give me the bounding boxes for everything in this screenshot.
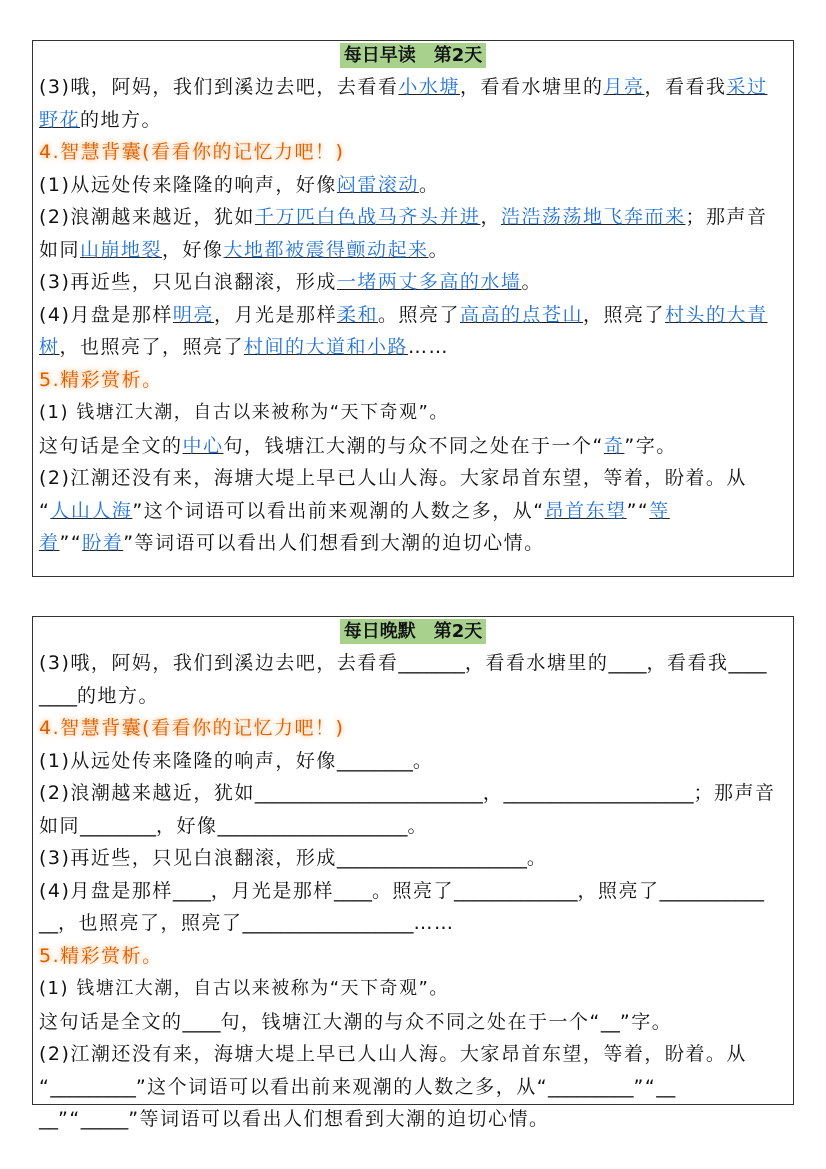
answer-blank[interactable]: ____________________ <box>336 847 527 869</box>
text: 句，钱塘江大潮的与众不同之处在于一个“ <box>223 434 604 457</box>
answer-blank[interactable]: __ <box>600 1010 620 1033</box>
text-line <box>39 136 787 169</box>
answer-text: 千万匹白色战马齐头并进 <box>254 206 481 228</box>
answer-text: 树 <box>39 336 60 358</box>
answer-blank[interactable]: ________ <box>80 814 157 837</box>
answer-text: 村头的大青 <box>665 303 768 326</box>
text-line <box>39 777 787 810</box>
answer-text: 闷雷滚动 <box>336 173 419 196</box>
text: 这句话是全文的 <box>39 434 183 457</box>
text-line <box>39 299 787 332</box>
text-line <box>39 1103 787 1136</box>
answer-blank[interactable]: _______ <box>398 652 465 674</box>
answer-blank[interactable]: _____________ <box>453 879 578 902</box>
text: ，照亮了 <box>583 303 666 326</box>
text: (3)再近些，只见白浪翻滚，形成 <box>39 271 337 293</box>
section-heading: 4.智慧背囊(看看你的记忆力吧！) <box>39 717 345 739</box>
text: ，月光是那样 <box>213 303 337 326</box>
text-line <box>39 234 787 267</box>
text-line <box>39 71 787 104</box>
answer-blank[interactable]: _____ <box>80 1108 129 1130</box>
text: “ <box>39 499 51 522</box>
text-line <box>39 712 787 745</box>
section-heading: 4.智慧背囊(看看你的记忆力吧！) <box>39 141 345 163</box>
text: 。 <box>526 847 548 869</box>
text: ，也照亮了，照亮了 <box>58 912 243 934</box>
text: ，好像 <box>156 814 218 837</box>
text: ，看看我 <box>644 76 727 98</box>
text: …… <box>408 336 450 358</box>
answer-blank[interactable]: ____ <box>728 652 767 674</box>
answer-text: 高高的点苍山 <box>459 303 583 326</box>
text-line <box>39 940 787 973</box>
answer-text: 奇 <box>603 434 625 457</box>
answer-text: 大地都被震得颤动起来 <box>223 238 429 261</box>
text: 。 <box>412 749 434 772</box>
text: ，看看水塘里的 <box>459 76 604 98</box>
text: ”等词语可以看出人们想看到大潮的迫切心情。 <box>128 1108 550 1130</box>
text: ，看看我 <box>646 652 729 674</box>
answer-blank[interactable]: ____ <box>182 1010 221 1033</box>
text: ；那声音 <box>693 782 776 804</box>
text-line <box>39 745 787 778</box>
text: (3)再近些，只见白浪翻滚，形成 <box>39 847 337 869</box>
answer-text: 浩浩荡荡地飞奔而来 <box>500 206 686 228</box>
text: (4)月盘是那样 <box>39 303 173 326</box>
text-line <box>39 1006 787 1039</box>
text: ”“ <box>59 532 83 554</box>
section-heading: 5.精彩赏析。 <box>39 944 163 967</box>
text-line <box>39 266 787 299</box>
text: 的地方。 <box>80 108 163 131</box>
answer-blank[interactable]: ________ <box>336 749 413 772</box>
text: ”字。 <box>619 1010 673 1033</box>
text: ”“ <box>633 1075 657 1098</box>
text-line <box>39 527 787 560</box>
text: (4)月盘是那样 <box>39 879 173 902</box>
text-line <box>39 1038 787 1071</box>
text: (2)江潮还没有来，海塘大堤上早已人山人海。大家昂首东望，等着，盼着。从 <box>39 1043 747 1065</box>
answer-text: 等 <box>649 499 670 522</box>
text: (1) 钱塘江大潮，自古以来被称为“天下奇观”。 <box>39 402 449 423</box>
text: (2)浪潮越来越近，犹如 <box>39 206 255 228</box>
text: (3)哦，阿妈，我们到溪边去吧，去看看 <box>39 76 399 98</box>
text-line <box>39 331 787 364</box>
text: ， <box>480 206 501 228</box>
evening-dictation-section <box>32 616 794 1130</box>
answer-blank[interactable]: __ <box>656 1075 676 1098</box>
text: 的地方。 <box>77 684 160 707</box>
section-title: 每日晚默 第2天 <box>340 619 487 644</box>
text-line <box>39 104 787 137</box>
text: (3)哦，阿妈，我们到溪边去吧，去看看 <box>39 652 399 674</box>
answer-blank[interactable]: ____________________ <box>503 782 694 804</box>
text: ”这个词语可以看出前来观潮的人数之多，从“ <box>132 499 545 522</box>
answer-text: 野花 <box>39 108 81 131</box>
text: ”“ <box>626 499 650 522</box>
text: ， <box>482 782 504 804</box>
answer-text: 人山人海 <box>50 499 133 522</box>
text: (1) 钱塘江大潮，自古以来被称为“天下奇观”。 <box>39 978 449 999</box>
text: (2)浪潮越来越近，犹如 <box>39 782 255 804</box>
answer-blank[interactable]: ____ <box>333 879 372 902</box>
answer-text: 一堵两丈多高的水墙 <box>336 271 522 293</box>
text: (1)从远处传来隆隆的响声，好像 <box>39 749 337 772</box>
text: ”这个词语可以看出前来观潮的人数之多，从“ <box>135 1075 549 1098</box>
text-line <box>39 169 787 202</box>
text-line <box>39 810 787 843</box>
section-title: 每日早读 第2天 <box>340 43 487 68</box>
text: ，月光是那样 <box>210 879 334 902</box>
text: (2)江潮还没有来，海塘大堤上早已人山人海。大家昂首东望，等着，盼着。从 <box>39 467 747 489</box>
text-line <box>39 842 787 875</box>
text-line <box>39 1071 787 1104</box>
section-heading: 5.精彩赏析。 <box>39 368 163 391</box>
text: (1)从远处传来隆隆的响声，好像 <box>39 173 337 196</box>
text-line <box>39 462 787 495</box>
text-line <box>39 201 787 234</box>
text: “ <box>39 1075 51 1098</box>
text-line <box>39 430 787 463</box>
text-line <box>39 875 787 908</box>
answer-blank[interactable]: ___________ <box>659 879 764 902</box>
answer-text: 盼着 <box>82 532 124 554</box>
answer-blank[interactable]: ________________________ <box>254 782 483 804</box>
answer-text: 月亮 <box>603 76 645 98</box>
text: 。照亮了 <box>377 303 460 326</box>
text-line <box>39 907 787 940</box>
answer-blank[interactable]: ____ <box>39 684 77 707</box>
answer-text: 柔和 <box>336 303 378 326</box>
answer-blank[interactable]: __ <box>39 1108 58 1130</box>
text: 。 <box>521 271 542 293</box>
text: 。 <box>428 238 450 261</box>
answer-blank[interactable]: __________________ <box>242 912 414 934</box>
text: 如同 <box>39 814 81 837</box>
answer-blank[interactable]: _________ <box>548 1075 634 1098</box>
text-line <box>39 364 787 397</box>
text: ”等词语可以看出人们想看到大潮的迫切心情。 <box>123 532 545 554</box>
answer-blank[interactable]: _________ <box>50 1075 136 1098</box>
text: ，好像 <box>162 238 224 261</box>
text-line <box>39 972 787 1006</box>
answer-text: 中心 <box>182 434 224 457</box>
answer-blank[interactable]: __ <box>39 912 58 934</box>
answer-text: 明亮 <box>172 303 214 326</box>
text: 。照亮了 <box>371 879 454 902</box>
text: ；那声音 <box>685 206 768 228</box>
text: …… <box>413 912 455 934</box>
text: 句，钱塘江大潮的与众不同之处在于一个“ <box>220 1010 601 1033</box>
text-line <box>39 647 787 680</box>
answer-text: 小水塘 <box>398 76 460 98</box>
text: ，看看水塘里的 <box>464 652 609 674</box>
answer-blank[interactable]: ____ <box>172 879 211 902</box>
answer-text: 昂首东望 <box>544 499 627 522</box>
text: ，也照亮了，照亮了 <box>59 336 245 358</box>
morning-reading-section <box>32 40 794 577</box>
text: 。 <box>407 814 429 837</box>
text: 。 <box>418 173 440 196</box>
text: 如同 <box>39 238 81 261</box>
answer-text: 村间的大道和小路 <box>244 336 409 358</box>
text: 这句话是全文的 <box>39 1010 183 1033</box>
answer-blank[interactable]: ____________________ <box>217 814 408 837</box>
answer-text: 采过 <box>726 76 768 98</box>
text-line <box>39 396 787 430</box>
text: ”字。 <box>624 434 677 457</box>
text-line <box>39 495 787 528</box>
text: ，照亮了 <box>577 879 660 902</box>
answer-blank[interactable]: ____ <box>608 652 647 674</box>
text-line <box>39 680 787 713</box>
text: ”“ <box>58 1108 81 1130</box>
answer-text: 山崩地裂 <box>80 238 163 261</box>
answer-text: 着 <box>39 532 60 554</box>
